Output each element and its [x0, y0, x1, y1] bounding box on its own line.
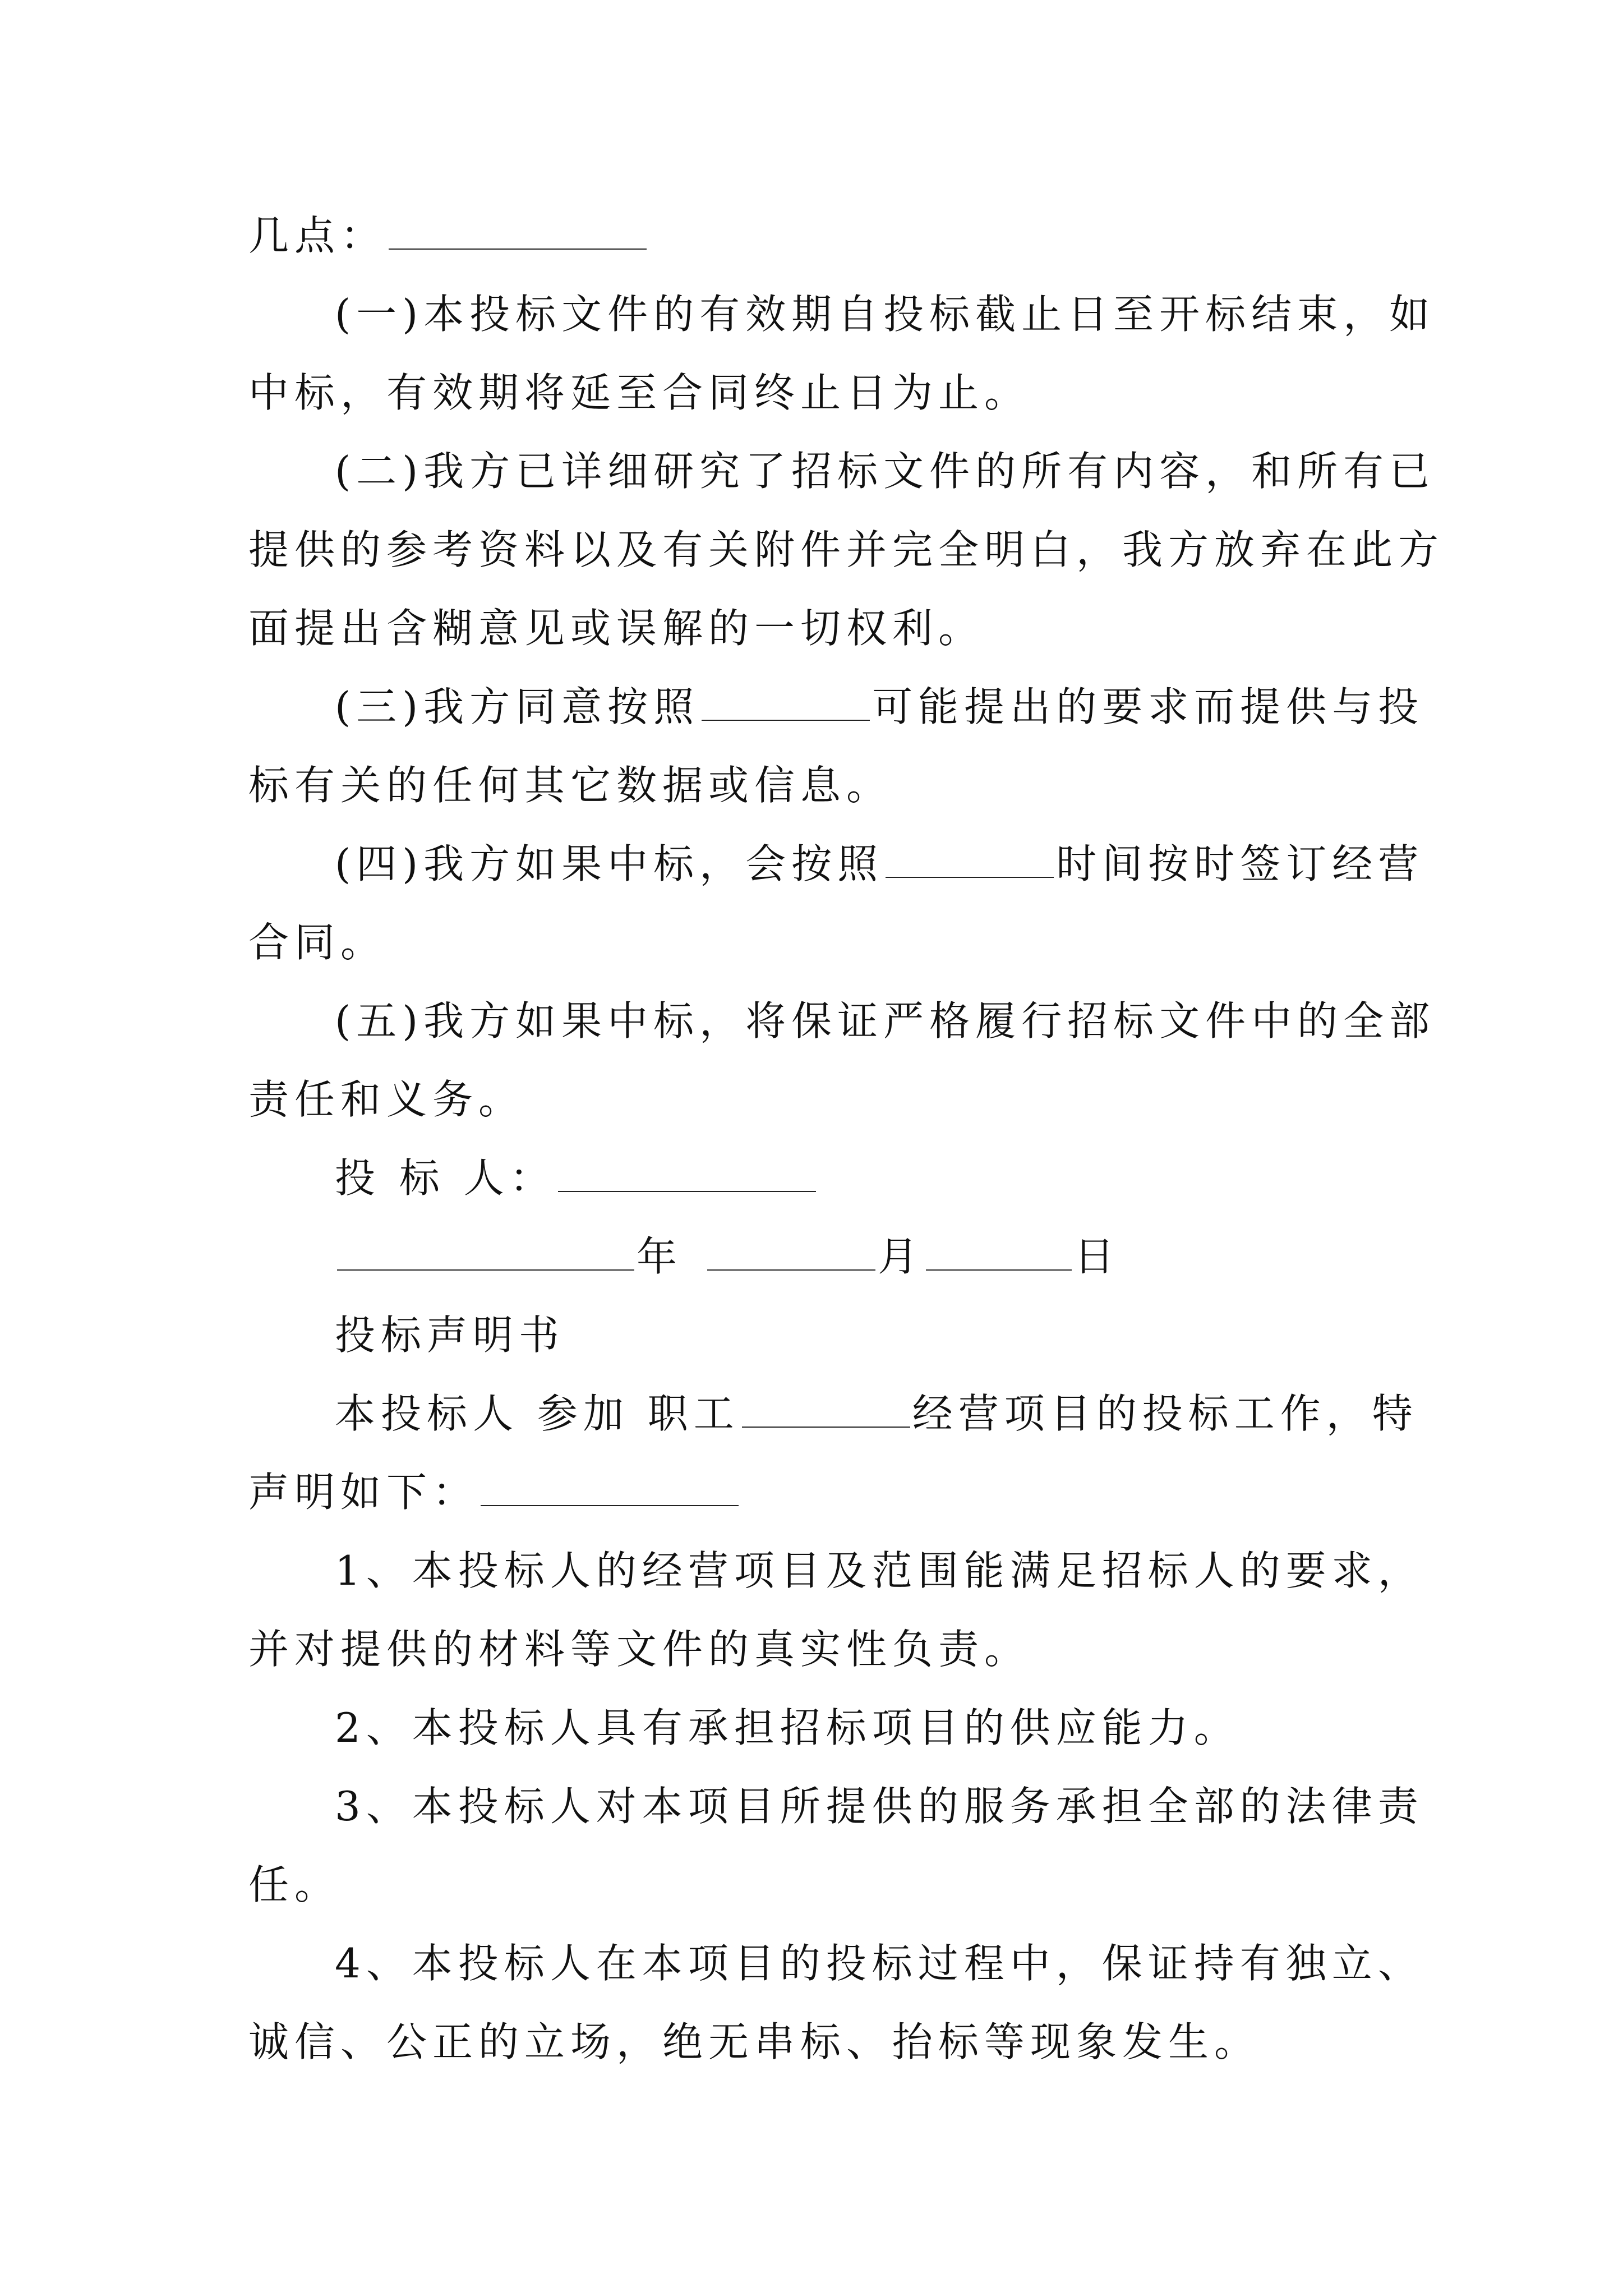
clause-4-line-2: 合同。 — [248, 919, 387, 966]
month-label: 月 — [878, 1233, 924, 1280]
clause-3-text-b: 可能提出的要求而提供与投 — [872, 683, 1424, 730]
declaration-text-a: 本投标人 参加 职工 — [335, 1390, 740, 1437]
blank-field — [481, 1468, 739, 1506]
clause-3-line-1 — [335, 682, 1424, 732]
clause-2-line-2: 提供的参考资料以及有关附件并完全明白，我方放弃在此方 — [248, 526, 1445, 573]
year-blank — [337, 1232, 634, 1271]
clause-4-text-b: 时间按时签订经营 — [1056, 840, 1424, 887]
declaration-title: 投标声明书 — [335, 1312, 565, 1359]
item-3-line-2: 任。 — [248, 1861, 341, 1908]
item-4-line-2: 诚信、公正的立场，绝无串标、抬标等现象发生。 — [248, 2018, 1261, 2065]
blank-field — [742, 1389, 910, 1428]
day-label: 日 — [1074, 1233, 1121, 1280]
clause-4-text-a: (四)我方如果中标，会按照 — [335, 840, 884, 887]
item-4-line-1: 4、本投标人在本项目的投标过程中，保证持有独立、 — [335, 1940, 1424, 1987]
item-3-line-1: 3、本投标人对本项目所提供的服务承担全部的法律责 — [335, 1783, 1424, 1830]
blank-field — [389, 211, 647, 250]
bidder-label: 投 标 人： — [335, 1154, 556, 1202]
declaration-line-1 — [335, 1388, 1418, 1439]
clause-2-line-1: (二)我方已详细研究了招标文件的所有内容，和所有已 — [335, 448, 1436, 495]
date-line — [335, 1231, 1120, 1282]
clause-5-line-2: 责任和义务。 — [248, 1076, 525, 1123]
item-1-line-2: 并对提供的材料等文件的真实性负责。 — [248, 1626, 1031, 1673]
bidder-line — [335, 1153, 818, 1203]
day-blank — [926, 1232, 1072, 1271]
clause-1-line-2: 中标，有效期将延至合同终止日为止。 — [248, 369, 1031, 416]
clause-1-line-1: (一)本投标文件的有效期自投标截止日至开标结束，如 — [335, 291, 1436, 338]
year-label: 年 — [637, 1233, 683, 1280]
clause-3-text-a: (三)我方同意按照 — [335, 683, 700, 730]
clause-5-line-1: (五)我方如果中标，将保证严格履行招标文件中的全部 — [335, 997, 1436, 1045]
bidder-blank — [558, 1154, 816, 1192]
declaration-line-2 — [248, 1467, 741, 1517]
month-blank — [707, 1232, 875, 1271]
item-1-line-1: 1、本投标人的经营项目及范围能满足招标人的要求， — [335, 1547, 1424, 1594]
item-2-line-1: 2、本投标人具有承担招标项目的供应能力。 — [335, 1704, 1240, 1751]
declaration-text-c: 声明如下： — [248, 1469, 479, 1516]
clause-2-line-3: 面提出含糊意见或误解的一切权利。 — [248, 605, 985, 652]
blank-field — [886, 840, 1054, 878]
declaration-text-b: 经营项目的投标工作，特 — [912, 1390, 1418, 1437]
clause-4-line-1 — [335, 839, 1424, 889]
blank-field — [702, 683, 870, 721]
clause-3-line-2: 标有关的任何其它数据或信息。 — [248, 762, 893, 809]
intro-text: 几点： — [248, 212, 387, 259]
intro-line — [248, 210, 649, 261]
